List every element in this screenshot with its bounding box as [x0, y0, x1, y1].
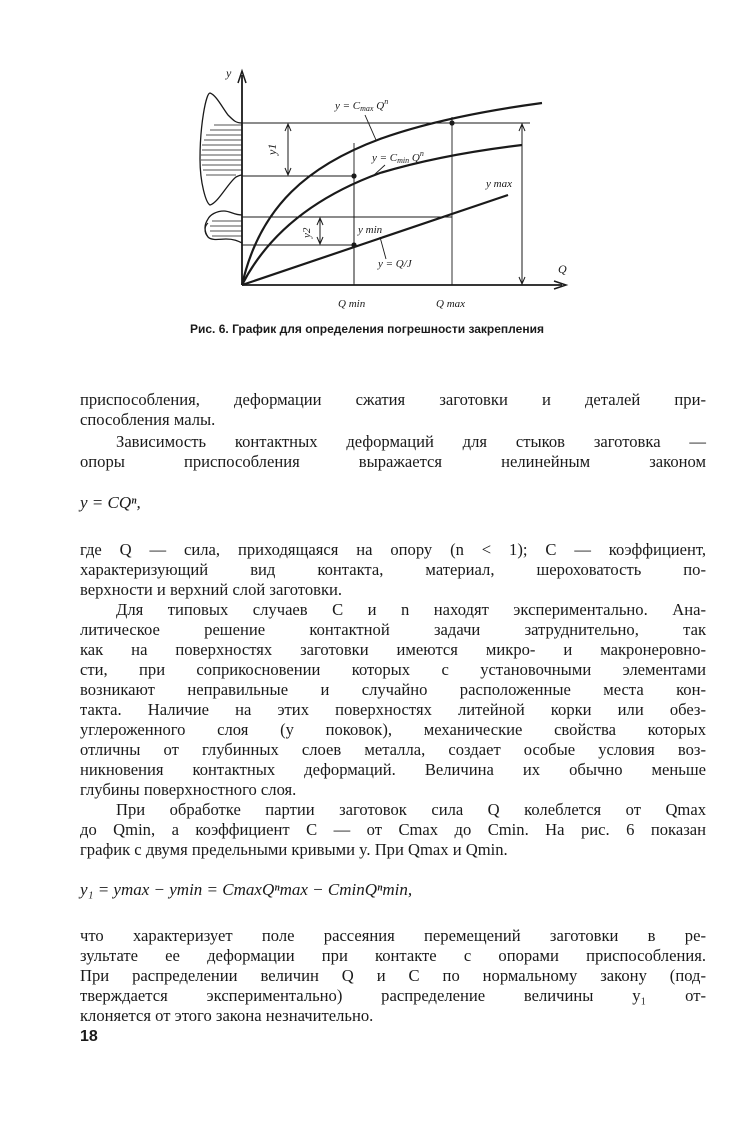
label-qmax: Q max	[436, 298, 466, 310]
text-line: При распределении величин Q и C по нормальному закону (под-	[80, 966, 706, 985]
distribution-lower-hatch	[210, 221, 242, 236]
distribution-upper-hatch	[201, 125, 242, 175]
formula-y1: y₁ = ymax − ymin = CmaxQⁿmax − CminQⁿmin,	[80, 880, 413, 899]
text-line: до Qmin, а коэффициент C — от Cmax до Cmin. На рис. 6 показан	[80, 820, 706, 839]
text-line: литическое решение контактной задачи затруднительно, так	[80, 620, 706, 639]
dimension-ymax	[519, 124, 525, 284]
paragraph-6	[80, 926, 706, 1026]
line-q-over-j	[242, 195, 508, 285]
text-line: При обработке партии заготовок сила Q колеблется от Qmax	[116, 800, 706, 819]
label-curve-min: y = Cmin $Q^n$	[372, 149, 424, 165]
text-line: что характеризует поле рассеяния перемещений заготовки в ре-	[80, 926, 706, 945]
figure-6	[170, 55, 610, 320]
label-qmin: Q min	[338, 298, 366, 310]
distribution-lower	[205, 211, 242, 243]
text-line: график с двумя предельными кривыми y. При Qmax и Qmin.	[80, 840, 508, 859]
label-y1: y1	[265, 143, 279, 155]
paragraph-5	[80, 800, 706, 860]
label-line: y = Q/J	[378, 258, 412, 270]
text-line: возникают неправильные и случайно расположенные места кон-	[80, 680, 706, 699]
text-line: опоры приспособления выражается нелинейным законом	[80, 452, 706, 471]
text-line: характеризующий вид контакта, материал, шероховатость по-	[80, 560, 706, 579]
text-line: Для типовых случаев C и n находят экспериментально. Ана-	[116, 600, 706, 619]
page-number: 18	[80, 1028, 98, 1045]
label-curve-max: y = Cmax $Q^n$	[335, 97, 389, 113]
text-line: отличны от глубинных слоев металла, создает особые условия воз-	[80, 740, 706, 759]
dimension-y2	[317, 218, 323, 244]
y-axis-label: y	[226, 66, 232, 80]
dimension-y1	[285, 124, 291, 175]
paragraph-1	[80, 390, 706, 430]
text-line: сти, при соприкосновении которых с установочными элементами	[80, 660, 706, 679]
paragraph-4	[80, 600, 706, 800]
text-line: никновения контактных деформаций. Величина их обычно меньше	[80, 760, 706, 779]
text-line: где Q — сила, приходящаяся на опору (n < 1); C — коэффициент,	[80, 540, 706, 559]
distribution-upper	[200, 93, 242, 205]
text-line: зультате ее деформации при контакте с опорами приспособления.	[80, 946, 706, 965]
text-line: как на поверхностях заготовки имеются микро- и макронеровно-	[80, 640, 706, 659]
text-line: тверждается экспериментально) распределение величины y₁ от-	[80, 986, 706, 1005]
text-line: Зависимость контактных деформаций для стыков заготовка —	[116, 432, 706, 451]
formula-power-law: y = CQⁿ,	[80, 493, 141, 512]
label-ymin: y min	[358, 224, 383, 236]
point-cmax-qmax	[449, 120, 454, 125]
paragraph-3	[80, 540, 706, 600]
text-line: такта. Наличие на этих поверхностях литейной корки или обез-	[80, 700, 706, 719]
text-line: глубины поверхностного слоя.	[80, 780, 297, 799]
q-axis-label: Q	[558, 262, 567, 276]
text-line: приспособления, деформации сжатия заготовки и деталей при-	[80, 390, 706, 409]
figure-caption: Рис. 6. График для определения погрешности закрепления	[190, 322, 544, 336]
paragraph-2	[80, 432, 706, 472]
label-y2: y2	[301, 227, 313, 238]
text-line: углероженного слоя (у поковок), механические свойства которых	[80, 720, 706, 739]
text-line: верхности и верхний слой заготовки.	[80, 580, 343, 599]
text-line: способления малы.	[80, 410, 216, 429]
figure-6-graph	[170, 55, 610, 320]
label-ymax: y max	[486, 178, 512, 190]
point-cmin-qmin	[351, 173, 356, 178]
text-line: клоняется от этого закона незначительно.	[80, 1006, 374, 1025]
